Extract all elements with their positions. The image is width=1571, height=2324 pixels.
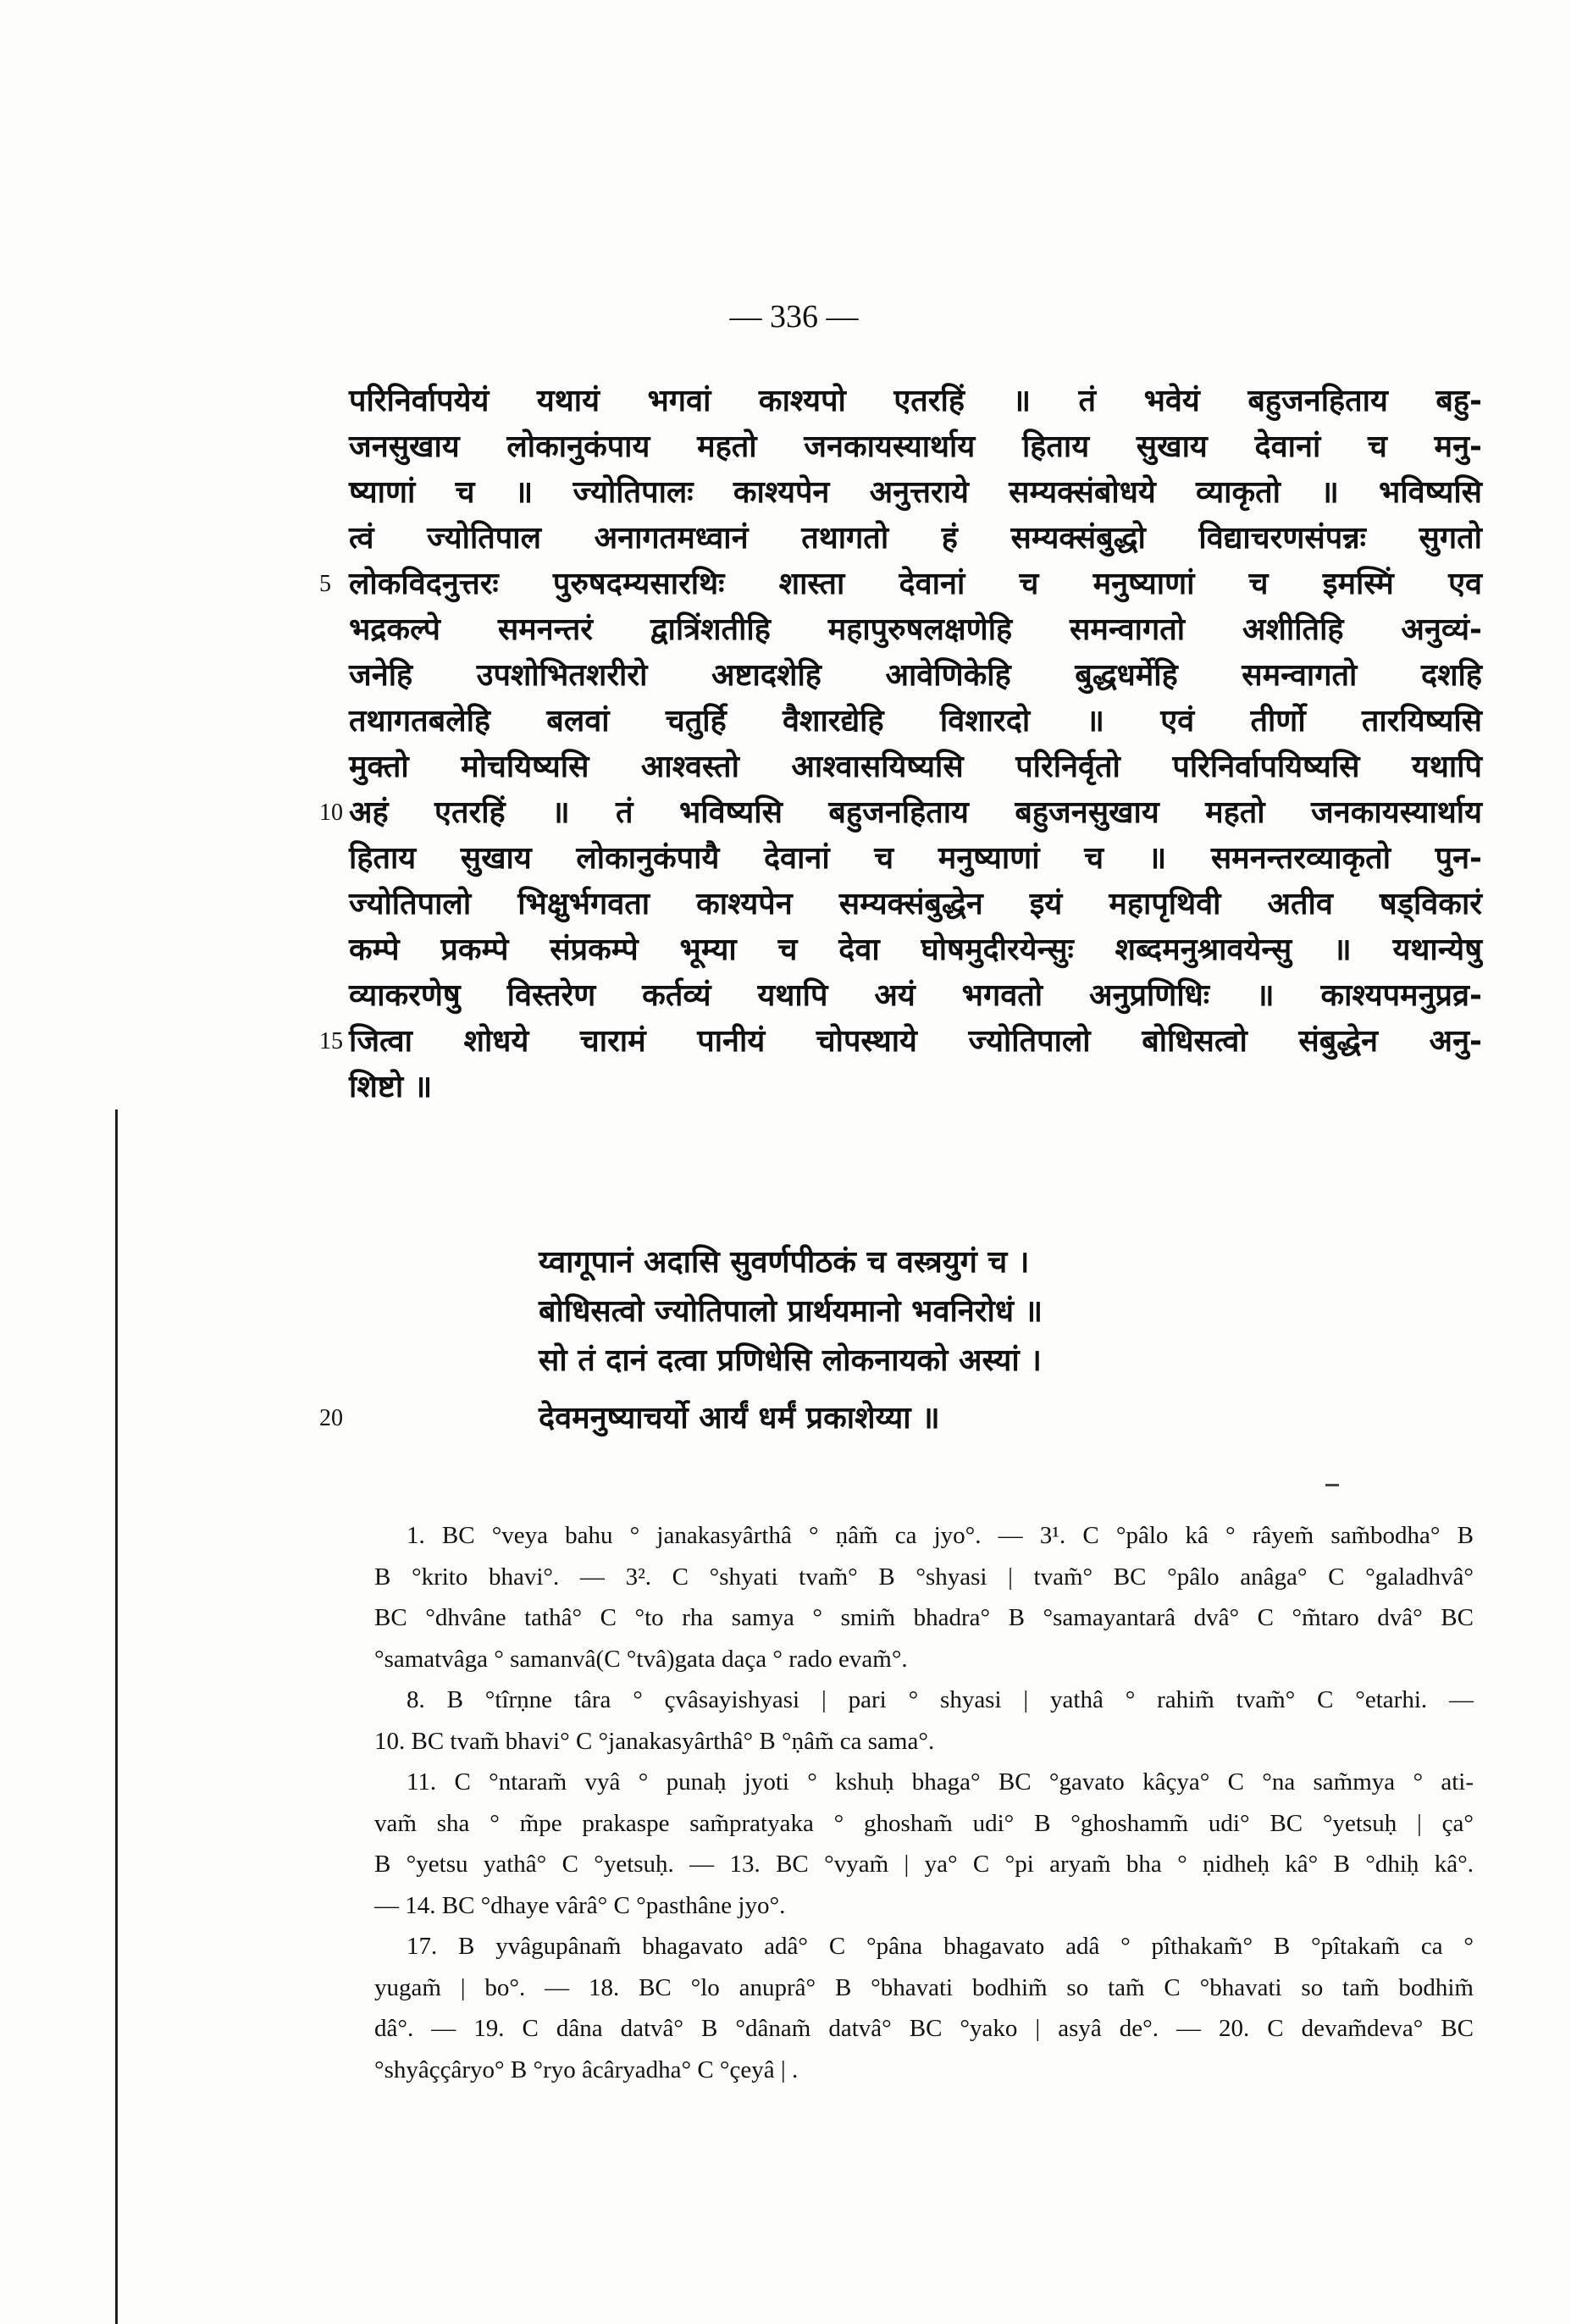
- footnote-line: °shyâççâryo° B °ryo âcâryadha° C °çeyâ | .: [374, 2056, 799, 2083]
- verse-block: [319, 1238, 1043, 1443]
- text-line: परिनिर्वापयेयं यथायं भगवां काश्यपो एतरहिं ॥ तं भवेयं बहुजनहिताय बहु-: [349, 384, 1482, 418]
- footnote-line: dâ°. — 19. C dâna datvâ° B °dânam̃ datvâ° BC °yako | asyâ de°. — 20. C devam̃deva° BC: [374, 2015, 1474, 2042]
- footnote-line: vam̃ sha ° m̃pe prakaspe sam̃pratyaka ° ghosham̃ udi° B °ghoshamm̃ udi° BC °yetsuḥ | ça°: [374, 1809, 1474, 1837]
- text-line: मुक्तो मोचयिष्यसि आश्वस्तो आश्वासयिष्यसि परिनिर्वृतो परिनिर्वापयिष्यसि यथापि: [349, 750, 1482, 784]
- line-number: 10: [319, 800, 343, 826]
- footnote-line: B °krito bhavi°. — 3². C °shyati tvam̃° B °shyasi | tvam̃° BC °pâlo anâga° C °galadhvâ°: [374, 1563, 1474, 1591]
- footnotes: [374, 1515, 1474, 2090]
- text-line: ज्योतिपालो भिक्षुर्भगवता काश्यपेन सम्यक्संबुद्धेन इयं महापृथिवी अतीव षड्विकारं: [349, 887, 1482, 921]
- line-number: 15: [319, 1028, 343, 1054]
- footnote-line: 8. B °tîrṇne târa ° çvâsayishyasi | pari ° shyasi | yathâ ° rahim̃ tvam̃° C °etarhi. —: [407, 1686, 1474, 1713]
- verse-line: बोधिसत्वो ज्योतिपालो प्रार्थयमानो भवनिरोधं ॥: [539, 1294, 1043, 1329]
- text-line-5: 5 लोकविदनुत्तरः पुरुषदम्यसारथिः शास्ता देवानां च मनुष्याणां च इमस्मिं एव: [349, 562, 1482, 607]
- line-number: 20: [319, 1405, 343, 1431]
- footnote-line: 17. B yvâgupânam̃ bhagavato adâ° C °pâna bhagavato adâ ° pîthakam̃° B °pîtakam̃ ca °: [407, 1933, 1474, 1960]
- text-line: जनेहि उपशोभितशरीरो अष्टादशेहि आवेणिकेहि बुद्धधर्मेहि समन्वागतो दशहि: [349, 658, 1482, 693]
- footnote-line: 11. C °ntaram̃ vyâ ° punaḥ jyoti ° kshuḥ bhaga° BC °gavato kâçya° C °na sam̃mya ° ati-: [407, 1768, 1474, 1796]
- page-binding-edge: [115, 1109, 118, 2324]
- footnote-line: 1. BC °veya bahu ° janakasyârthâ ° ṇâm̃ ca jyo°. — 3¹. C °pâlo kâ ° râyem̃ sam̃bodha° B: [407, 1522, 1474, 1549]
- text-line: तथागतबलेहि बलवां चतुर्हि वैशारद्येहि विशारदो ॥ एवं तीर्णो तारयिष्यसि: [349, 704, 1482, 739]
- separator-mark: [1325, 1484, 1339, 1486]
- text-line-15: 15 जित्वा शोधये चारामं पानीयं चोपस्थाये ज्योतिपालो बोधिसत्वो संबुद्धेन अनु-: [349, 1019, 1482, 1065]
- text-line: त्वं ज्योतिपाल अनागतमध्वानं तथागतो हं सम्यक्संबुद्धो विद्याचरणसंपन्नः सुगतो: [349, 521, 1482, 556]
- main-text: [319, 379, 1482, 1110]
- verse-line: य्वागूपानं अदासि सुवर्णपीठकं च वस्त्रयुगं च ।: [539, 1245, 1030, 1280]
- text-line: ष्याणां च ॥ ज्योतिपालः काश्यपेन अनुत्तराये सम्यक्संबोधये व्याकृतो ॥ भविष्यसि: [349, 475, 1482, 510]
- text-line: कम्पे प्रकम्पे संप्रकम्पे भूम्या च देवा घोषमुदीरयेन्सुः शब्दमनुश्रावयेन्सु ॥ यथान्येषु: [349, 932, 1482, 967]
- text-line: शिष्टो ॥: [349, 1070, 433, 1104]
- text-line: व्याकरणेषु विस्तरेण कर्तव्यं यथापि अयं भगवतो अनुप्रणिधिः ॥ काश्यपमनुप्रव्र-: [349, 978, 1482, 1013]
- text-line: जनसुखाय लोकानुकंपाय महतो जनकायस्यार्थाय हिताय सुखाय देवानां च मनु-: [349, 429, 1482, 464]
- footnote-line: yugam̃ | bo°. — 18. BC °lo anuprâ° B °bhavati bodhim̃ so tam̃ C °bhavati so tam̃ bodhim̃: [374, 1973, 1474, 2001]
- text-line-10: 10 अहं एतरहिं ॥ तं भविष्यसि बहुजनहिताय बहुजनसुखाय महतो जनकायस्यार्थाय: [349, 790, 1482, 836]
- line-number: 5: [319, 571, 331, 597]
- footnote-line: °samatvâga ° samanvâ(C °tvâ)gata daça ° rado evam̃°.: [374, 1645, 908, 1673]
- verse-line: सो तं दानं दत्वा प्रणिधेसि लोकनायको अस्यां ।: [539, 1343, 1042, 1378]
- footnote-line: — 14. BC °dhaye vârâ° C °pasthâne jyo°.: [374, 1891, 786, 1919]
- text-line: भद्रकल्पे समनन्तरं द्वात्रिंशतीहि महापुरुषलक्षणेहि समन्वागतो अशीतिहि अनुव्यं-: [349, 612, 1482, 647]
- footnote-line: BC °dhvâne tathâ° C °to rha samya ° smim̃ bhadra° B °samayantarâ dvâ° C °m̃taro dvâ° BC: [374, 1604, 1474, 1631]
- footnote-line: B °yetsu yathâ° C °yetsuḥ. — 13. BC °vyam̃ | ya° C °pi aryam̃ bha ° ṇidheḥ kâ° B °dhiḥ kâ°.: [374, 1851, 1474, 1878]
- page-number: — 336 —: [729, 299, 859, 335]
- footnote-line: 10. BC tvam̃ bhavi° C °janakasyârthâ° B °ṇâm̃ ca sama°.: [374, 1727, 935, 1755]
- text-line: हिताय सुखाय लोकानुकंपायै देवानां च मनुष्याणां च ॥ समनन्तरव्याकृतो पुन-: [349, 841, 1482, 876]
- verse-line-20: 20 देवमनुष्याचर्यो आर्यं धर्मं प्रकाशेय्या ॥: [539, 1394, 1043, 1443]
